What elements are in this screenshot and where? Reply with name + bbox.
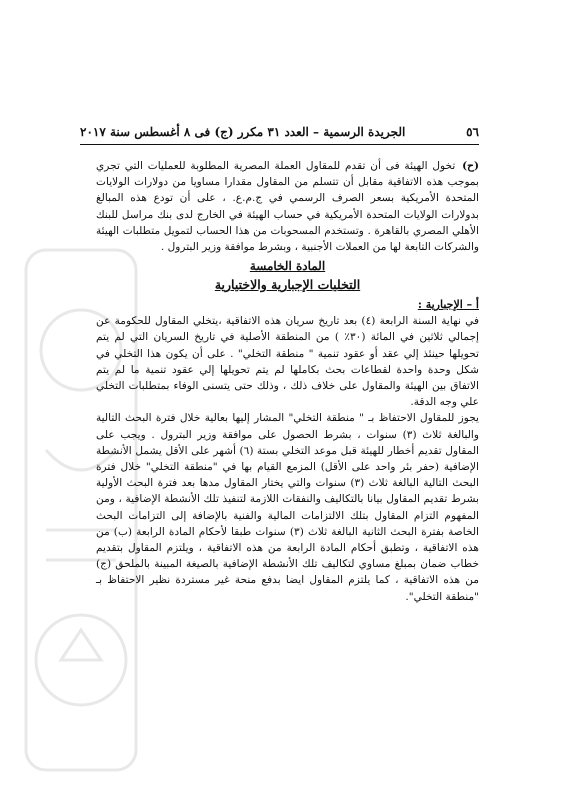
publication-line: الجريدة الرسمية – العدد ٣١ مكرر (ج) فى ٨ أغسطس سنة ٢٠١٧ — [80, 125, 406, 139]
page-header — [80, 122, 479, 142]
header-rule — [80, 144, 479, 145]
section-a-paragraph-2: يجوز للمقاول الاحتفاظ بـ " منطقة التخلي" المشار إليها بعالية خلال فترة البحث التالية والبالغة ثلاث (٣) سنوات ، بشرط الحصول على موافقة وزير البترول . ويجب على المقاول تقديم أخطار للهيئة قبل موعد التخلي بستة (٦) أشهر على الأقل يشمل الأنشطة الإضافية (حفر بئر واحد على الأقل) المزمع القيام بها في "منطقة التخلي" خلال فترة البحث التالية البالغة ثلاث (٣) سنوات والتي يختار المقاول مدها بعد فترة البحث الأولية بشرط تقديم المقاول بيانا بالتكاليف والنفقات اللازمة لتنفيذ تلك الأنشطة الإضافية ، ومن المفهوم التزام المقاول بتلك الالتزامات المالية والفنية بالإضافة إلى التزامات البحث الخاصة بفترة البحث الثانية البالغة ثلاث (٣) سنوات طبقا لأحكام المادة الرابعة (ب) من هذه الاتفاقية ، وتطبق أحكام المادة الرابعة من هذه الاتفاقية ، ويلتزم المقاول بتقديم خطاب ضمان بمبلغ مساوي لتكاليف تلك الأنشطة الإضافية بالصيغة المبينة بالملحق (ج) من هذه الاتفاقية ، كما يلتزم المقاول ايضا بدفع منحة غير مستردة نظير الاحتفاظ بـ "منطقة التخلي". — [96, 412, 480, 603]
article-title: المادة الخامسة — [249, 259, 326, 274]
paragraph-h — [96, 158, 479, 255]
document-body — [96, 158, 479, 605]
page-number: ٥٦ — [466, 125, 479, 139]
paragraph-h-text: تخول الهيئة فى أن تقدم للمقاول العملة المصرية المطلوبة للعمليات التي تجري بموجب هذه الاتفاقية مقابل أن تتسلم من المقاول مقدارا مساويا من دولارات الولايات المتحدة الأمريكية بسعر الصرف الرسمي في ج.م.ع. ، على أن تودع هذه المبالغ بدولارات الولايات المتحدة الأمريكية في حساب الهيئة في الخارج لدى بنك مراسل للبنك الأهلي المصري بالقاهرة . وتستخدم المسحوبات من هذا الحساب لتمويل متطلبات الهيئة والشركات التابعة لها من العملات الأجنبية ، وبشرط موافقة وزير البترول . — [96, 160, 479, 254]
section-a-paragraph-1: في نهاية السنة الرابعة (٤) بعد تاريخ سريان هذه الاتفاقية ،يتخلي المقاول للحكومة عن إجمالي ثلاثين في المائة (٣٠٪ ) من المنطقة الأصلية في تاريخ السريان التي لم يتم تحويلها حينئذ إلي عقد أو عقود تنمية " منطقة التخلي" . على أن يكون هذا التخلي في شكل وحدة واحدة لقطاعات بحث بكاملها لم يتم تحويلها إلي عقود تنمية ما لم يتم الاتفاق بين الهيئة والمقاول على خلاف ذلك ، وذلك حتى يتسنى الوفاء بمتطلبات التخلي علي وجه الدقة. — [96, 315, 480, 409]
article-subtitle: التخليات الإجبارية والاختيارية — [214, 277, 361, 293]
section-a-heading: أ – الإجبارية : — [417, 298, 479, 312]
paragraph-h-label: (ح) — [462, 160, 479, 172]
